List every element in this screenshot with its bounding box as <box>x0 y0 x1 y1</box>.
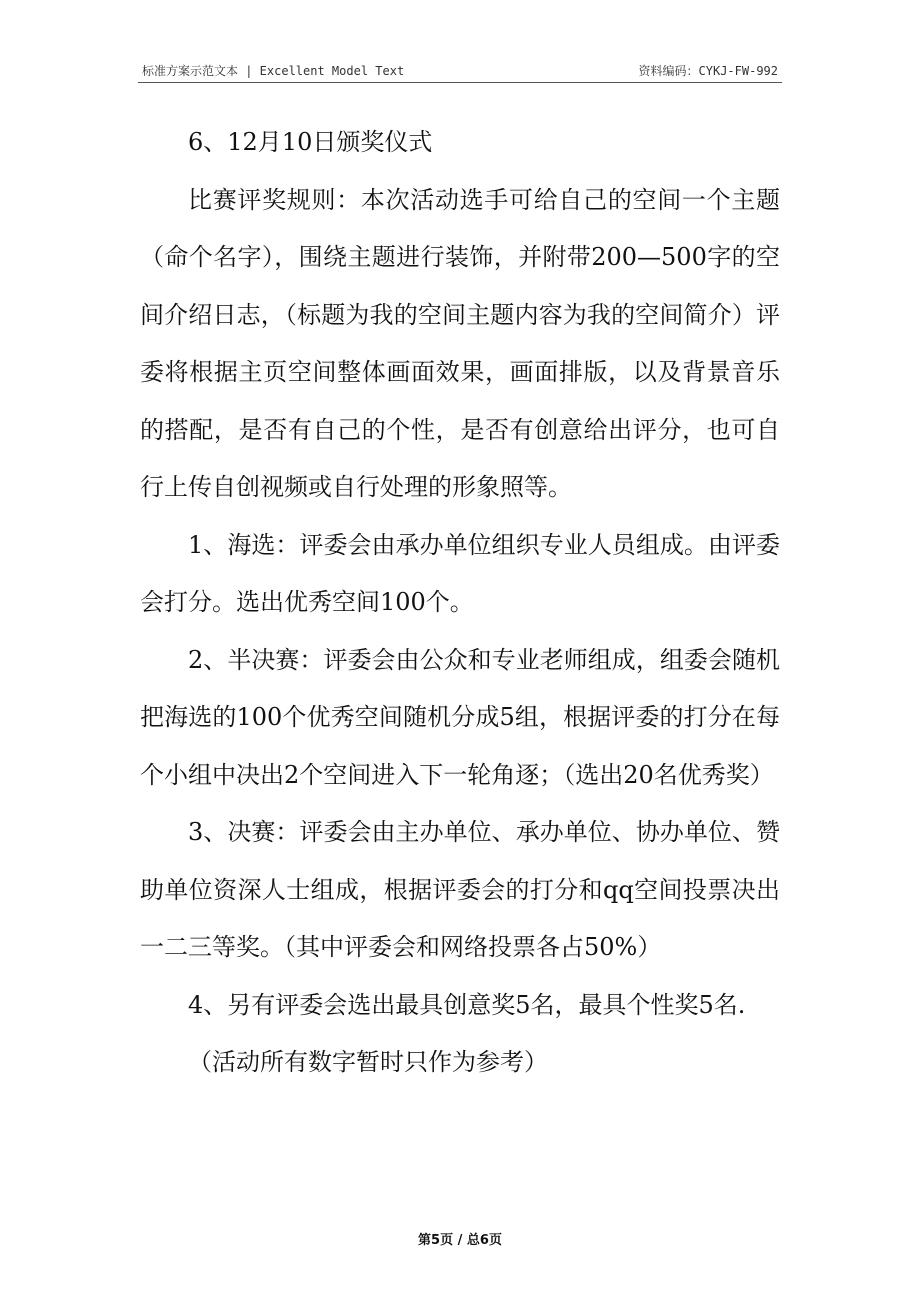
paragraph-semifinal: 2、半决赛：评委会由公众和专业老师组成，组委会随机把海选的100个优秀空间随机分成5组，根据评委的打分在每个小组中决出2个空间进入下一轮角逐；（选出20名优秀奖） <box>140 645 780 789</box>
paragraph-final: 3、决赛：评委会由主办单位、承办单位、协办单位、赞助单位资深人士组成，根据评委会的打分和qq空间投票决出一二三等奖。（其中评委会和网络投票各占50%） <box>140 818 780 961</box>
paragraph-note: （活动所有数字暂时只作为参考） <box>188 1048 548 1076</box>
page-number: 第5页 / 总6页 <box>418 1233 502 1248</box>
document-body <box>140 114 780 1092</box>
paragraph-preliminary: 1、海选：评委会由承办单位组织专业人员组成。由评委会打分。选出优秀空间100个。 <box>140 530 780 616</box>
page-header <box>138 58 782 83</box>
paragraph-judging-rules: 比赛评奖规则：本次活动选手可给自己的空间一个主题（命个名字），围绕主题进行装饰，并附带200—500字的空间介绍日志，（标题为我的空间主题内容为我的空间简介）评委将根据主页空间整体画面效果，画面排版，以及背景音乐的搭配，是否有自己的个性，是否有创意给出评分，也可自行上传自创视频或自行处理的形象照等。 <box>140 185 780 501</box>
page-footer <box>0 1229 920 1248</box>
header-title: 标准方案示范文本 | Excellent Model Text <box>142 64 405 78</box>
paragraph-special-awards: 4、另有评委会选出最具创意奖5名，最具个性奖5名. <box>188 990 746 1019</box>
paragraph-award-ceremony: 6、12月10日颁奖仪式 <box>188 128 433 156</box>
document-code: 资料编码：CYKJ-FW-992 <box>638 64 778 78</box>
